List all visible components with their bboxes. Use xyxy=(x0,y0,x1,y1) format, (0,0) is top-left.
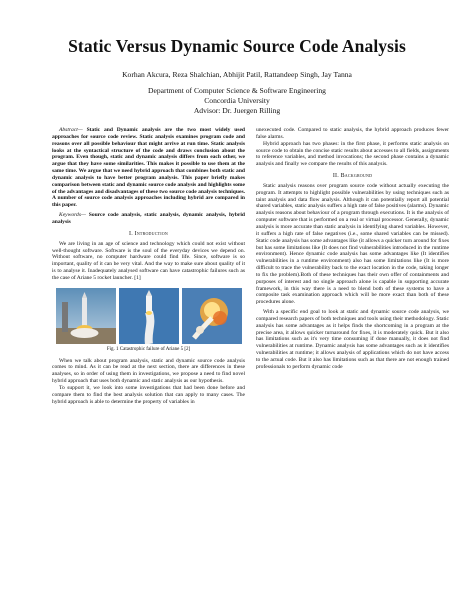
figure-ariane xyxy=(52,288,245,344)
left-column xyxy=(52,127,245,405)
keywords xyxy=(52,212,245,226)
figure-caption: Fig. 1 Catastrophic failure of Ariane 5 [2] xyxy=(106,346,191,352)
section-heading-background: II. Background xyxy=(332,173,373,180)
intro-paragraph-1: We are living in an age of science and technology which could not exist without well-thought software. Software is the soul of the everyday devices we depend on. Without software, no computer hardware could find life. Since, software is so important, quality of it can be very vital. And the way to make sure about quality of it is to analyse it. Inadequately analysed software can have catastrophic failures such as the case of Ariane 5 rocket launcher. [1] xyxy=(52,240,245,281)
intro-paragraph-3: To support it, we look into some investigations that had been done before and compare them to find the best analysis solution that can apply to many cases. The hybrid approach is able to determine the property of variables in xyxy=(52,384,245,405)
rocket-launch-photo xyxy=(56,288,116,344)
affiliation-block xyxy=(0,86,474,116)
right-paragraph-1: unexecuted code. Compared to static analysis, the hybrid approach produces fewer false alarms. xyxy=(256,127,449,140)
department: Department of Computer Science & Software Engineering xyxy=(148,86,326,95)
university: Concordia University xyxy=(204,96,270,105)
author-list: Korhan Akcura, Reza Shalchian, Abhijit Patil, Rattandeep Singh, Jay Tanna xyxy=(122,70,352,79)
advisor: Advisor: Dr. Juergen Rilling xyxy=(193,106,281,115)
background-paragraph-1: Static analysis reasons over program source code without actually executing the program. It attempts to highlight possible vulnerabilities by using techniques such as taint analysis and data flow analysis. Although it can potentially report all potential shared variables, static analysis suffers a high rate of false positives (alarms). Dynamic analysis reasons about behaviour of a program through executions. It is the analysis of computer software that is performed on a real or virtual processor. Generally, dynamic analysis is more accurate than static analysis in identifying shared variables. However, it suffers a high rate of false negatives (i.e., some shared variables can be missed). Static code analysis has some advantages like (it allows a quicker turn around for fixes but has some limitations like (It does not find vulnerabilities introduced in the runtime environment). Hence dynamic code analysis has some advantages like (It identifies vulnerabilities in a runtime environment) also has some limitations like (It is more difficult to trace the vulnerability back to the exact location in the code, taking longer to fix the problem).Both of these techniques has their own offer of containments and purposes of interest and no single approach alone is capable in supporting accurate framework, in this way there is a need to blend both of these systems to have a composite task examination approach which will be more exact than both of these procedures alone. xyxy=(256,182,449,306)
right-column xyxy=(256,127,449,371)
abstract xyxy=(52,127,245,209)
abstract-lead: Abstract— xyxy=(59,127,83,133)
rocket-explosion-photo xyxy=(182,288,242,344)
rocket-ascent-photo xyxy=(119,288,179,344)
paper-title: Static Versus Dynamic Source Code Analysis xyxy=(68,36,406,56)
abstract-text: Static and Dynamic analysis are the two most widely used approaches for source code review. Static analysis examines program code and reasons over all possible behaviour that might arrive at run time. Static analysis looks at the syntactical structure of the code and draws conclusion about the program. Even though, static and dynamic analysis differs from each other, we argue that they have some similarities. This makes it possible to use them at the same time. We argue that we need hybrid approach that combines both static and dynamic analysis to have better program analysis. This paper briefly makes comparison between static and dynamic source code analysis and highlights some of the advantages and disadvantages of these two source code analysis techniques. A number of source code analysis approaches including hybrid are compared in this paper. xyxy=(52,127,245,209)
keywords-lead: Keywords— xyxy=(59,212,86,219)
background-paragraph-2: With a specific end goal to look at static and dynamic source code analysis, we compared research papers of both techniques and tools using their methodology. Static analysis has some advantages as it helps finds the shortcoming in a program at the precise area, it allows quicker turnaround for fixes, it is moderately quick. But it also has limitations such as it's very time consuming if done manually, it does not find vulnerabilities at runtime. Dynamic analysis has some advantages such as it identifies vulnerabilities at runtime; it allows analysis of applications which do not have access to the actual code. But it also has limitations such as that there are not enough trained professionals to perform dynamic code xyxy=(256,309,449,370)
keywords-text: Source code analysis, static analysis, dynamic analysis, hybrid analysis xyxy=(52,212,245,225)
intro-paragraph-2: When we talk about program analysis, static and dynamic source code analysis comes to mind. As it can be read at the next section, there are differences in these analyses, so in order of using them in investigations, we propose a need to find novel hybrid approach that uses both dynamic and static analysis as our hypothesis. xyxy=(52,357,245,385)
section-heading-introduction: I. Introduction xyxy=(129,230,168,237)
right-paragraph-2: Hybrid approach has two phases: in the first phase, it performs static analysis on source code to obtain the concise static results about accesses to all fields, assignments to reference variables, and method invocations; the second phase contains a dynamic analysis and finally we compare the results of this analysis. xyxy=(256,140,449,168)
